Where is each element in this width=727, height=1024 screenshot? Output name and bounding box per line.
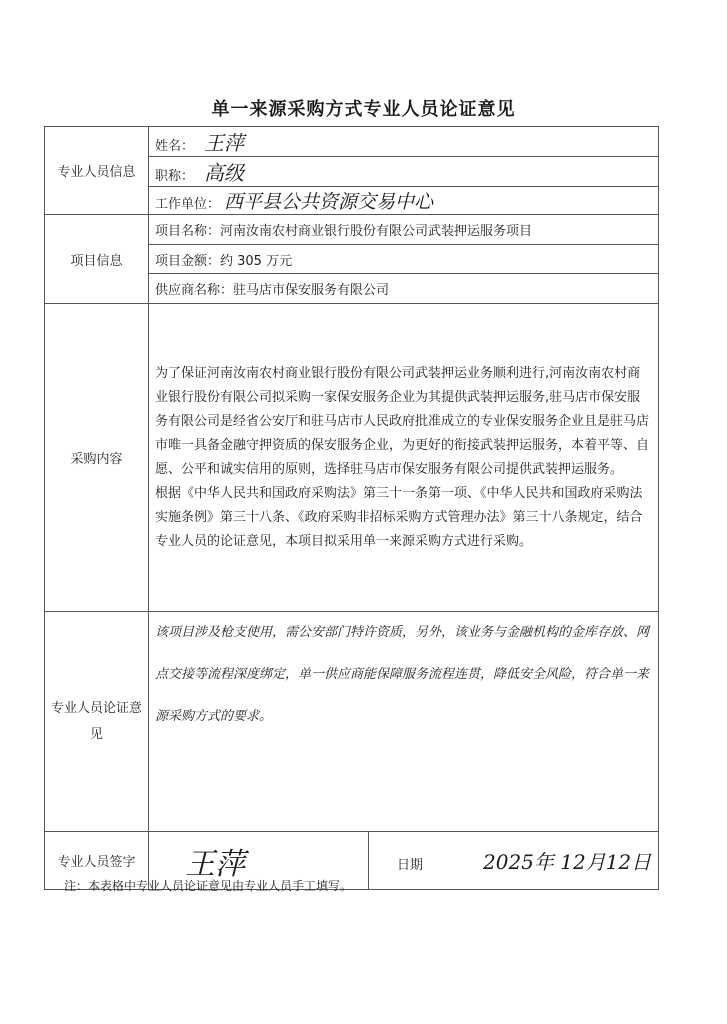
- opinion-label: 专业人员论证意见: [45, 612, 149, 832]
- unit-value: 西平县公共资源交易中心: [224, 191, 434, 213]
- footnote: 注：本表格中专业人员论证意见由专业人员手工填写。: [64, 879, 353, 893]
- supplier-name: 供应商名称：驻马店市保安服务有限公司: [149, 274, 659, 304]
- name-cell: [149, 127, 659, 157]
- date-value: 2025年 12月12日: [483, 850, 652, 874]
- procurement-content: [149, 304, 659, 612]
- signature-value: 王萍: [185, 846, 245, 882]
- date-cell: [369, 832, 659, 890]
- procurement-paragraph-1: 为了保证河南汝南农村商业银行股份有限公司武装押运业务顺利进行,河南汝南农村商业银行股份有限公司拟采购一家保安服务企业为其提供武装押运服务,驻马店市保安服务有限公司是经省公安厅和驻马店市人民政府批准成立的专业保安服务企业且是驻马店市唯一具备金融守押资质的保安服务企业，为更好的衔接武装押运服务，本着平等、自愿、公平和诚实信用的原则，选择驻马店市保安服务有限公司提供武装押运服务。: [155, 365, 650, 477]
- project-info-label: 项目信息: [45, 215, 149, 304]
- procurement-label: 采购内容: [45, 304, 149, 612]
- title-cell: [149, 157, 659, 187]
- project-amount: 项目金额：约 305 万元: [149, 245, 659, 274]
- name-value: 王萍: [204, 131, 245, 155]
- signature-label: 专业人员签字: [45, 832, 149, 890]
- procurement-paragraph-2: 根据《中华人民共和国政府采购法》第三十一条第一项、《中华人民共和国政府采购法实施条例》第三十八条、《政府采购非招标采购方式管理办法》第三十八条规定，结合专业人员的论证意见，本项目拟采用单一来源采购方式进行采购。: [155, 485, 643, 549]
- unit-cell: [149, 187, 659, 215]
- title-value: 高级: [204, 161, 245, 185]
- title-label: 职称：: [155, 169, 195, 184]
- unit-label: 工作单位：: [155, 197, 221, 212]
- opinion-text: 该项目涉及枪支使用，需公安部门特许资质，另外，该业务与金融机构的金库存放、网点交接等流程深度绑定，单一供应商能保障服务流程连贯，降低安全风险，符合单一来源采购方式的要求。: [149, 612, 659, 832]
- project-name: 项目名称：河南汝南农村商业银行股份有限公司武装押运服务项目: [149, 215, 659, 245]
- page-title: 单一来源采购方式专业人员论证意见: [211, 99, 516, 120]
- date-label: 日期: [397, 858, 424, 873]
- argument-form: [44, 126, 659, 890]
- name-label: 姓名：: [155, 139, 195, 154]
- expert-info-label: 专业人员信息: [45, 127, 149, 215]
